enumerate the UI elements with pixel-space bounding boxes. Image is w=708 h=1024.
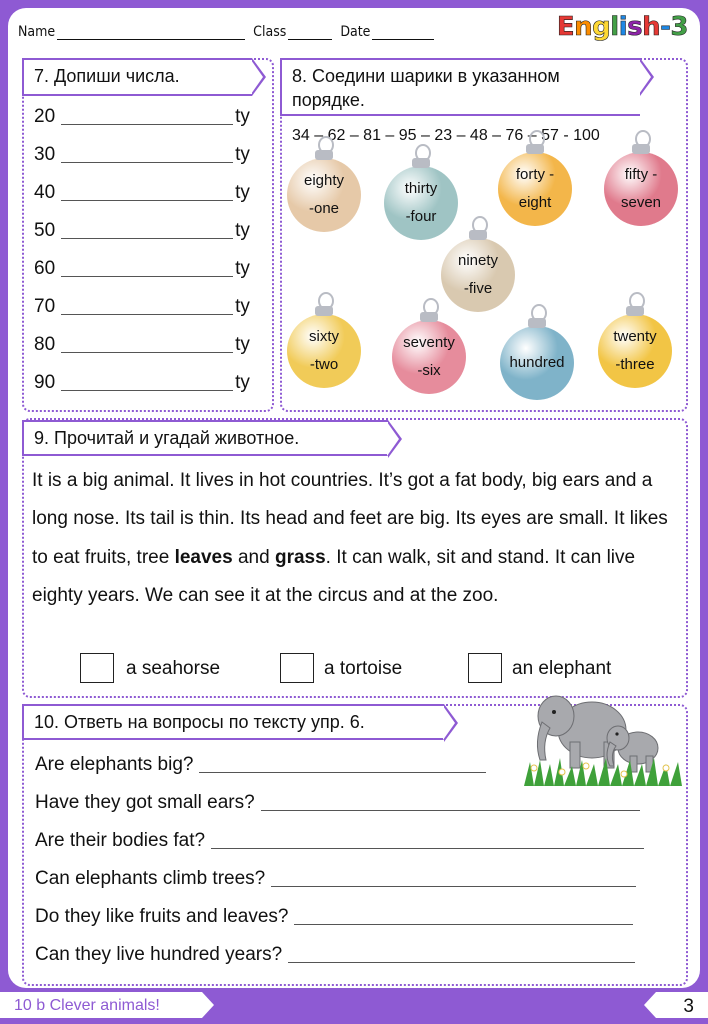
option-tortoise: a tortoise: [324, 658, 403, 679]
answer-line[interactable]: [61, 200, 233, 201]
name-field[interactable]: [57, 25, 245, 40]
checkbox-seahorse[interactable]: [80, 653, 114, 683]
number-row: 30 ty: [34, 144, 250, 165]
answer-line[interactable]: [211, 848, 644, 849]
animal-description: It is a big animal. It lives in hot countries. It’s got a fat body, big ears and a long nose. Its tail is thin. Its head and feet are big. Its eyes are small. It likes to eat fruits, tree leaves and grass. It can walk, sit and stand. It can live eighty years. We can see it at the circus and at the zoo.: [32, 470, 668, 607]
answer-line[interactable]: [61, 276, 233, 277]
ornament-ball[interactable]: [392, 320, 466, 394]
question-row: Do they like fruits and leaves?: [35, 906, 633, 928]
number-row: 50 ty: [34, 220, 250, 241]
answer-line[interactable]: [61, 314, 233, 315]
question-row: Are elephants big?: [35, 754, 486, 776]
answer-line[interactable]: [61, 162, 233, 163]
question-row: Are their bodies fat?: [35, 830, 644, 852]
answer-line[interactable]: [61, 238, 233, 239]
date-field[interactable]: [372, 25, 434, 40]
ornament-ball[interactable]: [500, 326, 574, 400]
word-leaves: leaves: [174, 546, 233, 568]
number-sequence: 34 – 62 – 81 – 95 – 23 – 48 – 76 – 57 - 100: [292, 127, 600, 144]
number-row: 70 ty: [34, 296, 250, 317]
ball-label: twenty -three: [613, 328, 657, 373]
ball-label: eighty -one: [303, 172, 345, 217]
page-number: 3: [654, 990, 708, 1020]
brand-logo: English-3: [556, 12, 688, 42]
answer-line[interactable]: [61, 390, 233, 391]
answer-line[interactable]: [294, 924, 633, 925]
ball-label: fifty - seven: [620, 166, 662, 211]
question-row: Have they got small ears?: [35, 792, 640, 814]
header-fields: [18, 24, 438, 40]
exercise-8-title: 8. Соедини шарики в указанном порядке.: [280, 58, 640, 116]
ornament-ball[interactable]: [598, 314, 672, 388]
number-row: 90 ty: [34, 372, 250, 393]
answer-line[interactable]: [61, 352, 233, 353]
option-elephant: an elephant: [512, 658, 612, 679]
question-row: Can elephants climb trees?: [35, 868, 636, 890]
ornament-ball[interactable]: [287, 314, 361, 388]
ornament-ball[interactable]: [441, 238, 515, 312]
ball-label: forty - eight: [515, 166, 555, 211]
class-field[interactable]: [288, 25, 332, 40]
number-row: 20 ty: [34, 106, 250, 127]
ball-label: hundred: [509, 354, 565, 371]
word-grass: grass: [274, 546, 326, 568]
option-seahorse: a seahorse: [126, 658, 221, 679]
exercise-10-title: 10. Ответь на вопросы по тексту упр. 6.: [22, 704, 444, 740]
date-label: Date: [340, 24, 371, 40]
number-row: 60 ty: [34, 258, 250, 279]
exercise-9-title: 9. Прочитай и угадай животное.: [22, 420, 388, 456]
ornament-ball[interactable]: [384, 166, 458, 240]
answer-line[interactable]: [261, 810, 640, 811]
ball-label: ninety -five: [457, 252, 499, 297]
answer-line[interactable]: [288, 962, 635, 963]
ball-label: seventy -six: [403, 334, 455, 379]
ball-label: thirty -four: [404, 180, 438, 225]
number-row: 40 ty: [34, 182, 250, 203]
ornament-ball[interactable]: [604, 152, 678, 226]
unit-label: 10 b Clever animals!: [0, 990, 204, 1020]
ball-label: sixty -two: [309, 328, 339, 373]
question-row: Can they live hundred years?: [35, 944, 635, 966]
exercise-7-title: 7. Допиши числа.: [22, 58, 252, 96]
answer-line[interactable]: [61, 124, 233, 125]
elephants-illustration: [520, 682, 686, 786]
ornament-ball[interactable]: [287, 158, 361, 232]
number-row: 80 ty: [34, 334, 250, 355]
answer-line[interactable]: [199, 772, 486, 773]
name-label: Name: [18, 24, 56, 40]
class-label: Class: [253, 24, 287, 40]
checkbox-tortoise[interactable]: [280, 653, 314, 683]
checkbox-elephant[interactable]: [468, 653, 502, 683]
ornament-ball[interactable]: [498, 152, 572, 226]
answer-line[interactable]: [271, 886, 636, 887]
